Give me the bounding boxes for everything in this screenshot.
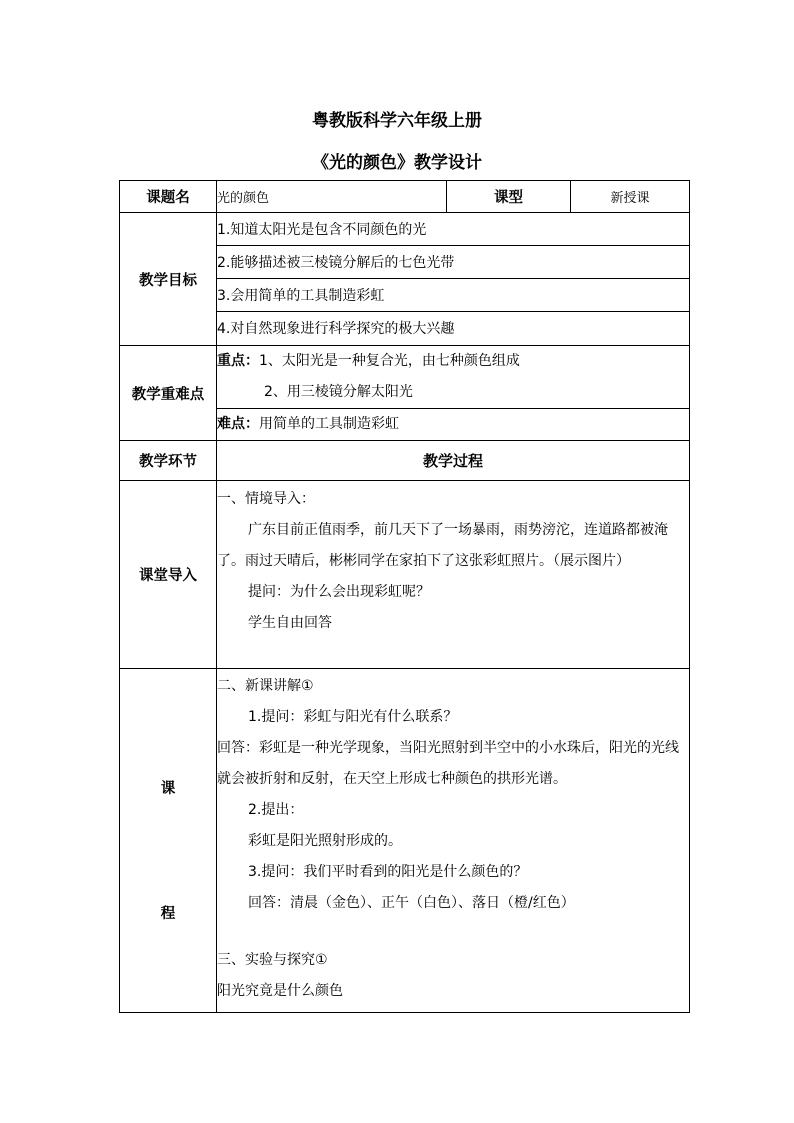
lesson-point-2-text: 彩虹是阳光照射形成的。: [248, 833, 402, 849]
type-label: 课型: [447, 181, 571, 213]
key-point-2: 2、用三棱镜分解太阳光: [264, 384, 413, 400]
difficult-prefix: 难点：: [217, 416, 259, 432]
key-prefix: 重点：: [217, 353, 259, 369]
keypoints-cell: [217, 346, 690, 441]
objective-item: 1.知道太阳光是包含不同颜色的光: [217, 213, 689, 246]
objective-item: 3.会用简单的工具制造彩虹: [217, 279, 689, 312]
lesson-answer-3: 回答：清晨（金色）、正午（白色）、落日（橙/红色）: [248, 895, 575, 911]
process-header: 教学过程: [217, 441, 690, 481]
lesson-question-3: 3.提问：我们平时看到的阳光是什么颜色的？: [248, 864, 528, 880]
key-point-1: 1、太阳光是一种复合光，由七种颜色组成: [259, 353, 520, 369]
objectives-list: [217, 213, 689, 344]
lesson-heading: 二、新课讲解①: [217, 678, 314, 694]
topic-label: 课题名: [120, 181, 217, 213]
objectives-label: 教学目标: [120, 213, 217, 346]
objectives-cell: [217, 213, 690, 346]
keypoints-content: [217, 346, 689, 440]
lesson-plan-table: [119, 180, 690, 1013]
intro-heading: 一、情境导入：: [217, 491, 315, 507]
lesson-label-top: 课: [160, 781, 176, 797]
experiment-text: 阳光究竟是什么颜色: [217, 983, 343, 999]
intro-answer: 学生自由回答: [248, 615, 332, 631]
type-value: 新授课: [571, 181, 690, 213]
experiment-heading: 三、实验与探究①: [217, 952, 328, 968]
lesson-label-bottom: 程: [160, 906, 176, 922]
intro-label: 课堂导入: [120, 481, 217, 669]
lesson-point-2: 2.提出：: [248, 802, 304, 818]
document-title: 粤教版科学六年级上册: [312, 111, 482, 131]
intro-cell: [217, 481, 690, 669]
objective-item: 2.能够描述被三棱镜分解后的七色光带: [217, 246, 689, 279]
intro-question: 提问：为什么会出现彩虹呢？: [248, 584, 430, 600]
intro-paragraph: 广东目前正值雨季，前几天下了一场暴雨，雨势滂沱，连道路都被淹了。雨过天晴后，彬彬同学在家拍下了这张彩虹照片。（展示图片）: [217, 522, 668, 569]
keypoints-label: 教学重难点: [120, 346, 217, 441]
lesson-question-1: 1.提问：彩虹与阳光有什么联系？: [248, 709, 458, 725]
topic-value: 光的颜色: [217, 181, 447, 213]
objective-item: 4.对自然现象进行科学探究的极大兴趣: [217, 321, 455, 337]
stage-header: 教学环节: [120, 441, 217, 481]
lesson-label-cell: [120, 669, 217, 1013]
difficult-point: 用简单的工具制造彩虹: [259, 416, 399, 432]
lesson-cell: [217, 669, 690, 1013]
document-subtitle: 《光的颜色》教学设计: [312, 153, 482, 173]
lesson-answer-1: 回答：彩虹是一种光学现象，当阳光照射到半空中的小水珠后，阳光的光线就会被折射和反射，在天空上形成七种颜色的拱形光谱。: [217, 740, 679, 787]
